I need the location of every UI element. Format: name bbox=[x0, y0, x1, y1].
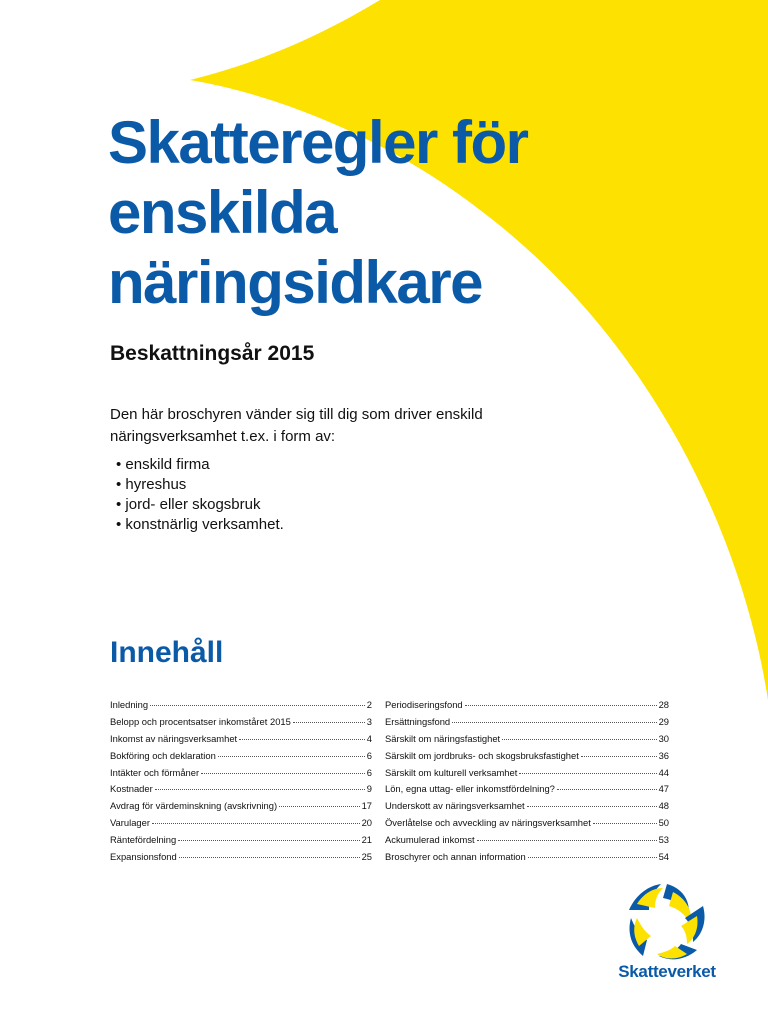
toc-page: 6 bbox=[366, 766, 372, 778]
toc-label: Broschyrer och annan information bbox=[385, 851, 526, 863]
toc-page: 48 bbox=[658, 800, 669, 812]
intro-paragraph: Den här broschyren vänder sig till dig som driver enskild näringsverksamhet t.ex. i form av: bbox=[110, 406, 483, 445]
toc-heading: Innehåll bbox=[110, 636, 224, 669]
toc-leader bbox=[178, 840, 359, 841]
toc-leader bbox=[293, 722, 365, 723]
toc-leader bbox=[155, 789, 365, 790]
list-item: • jord- eller skogsbruk bbox=[116, 495, 284, 515]
toc-row[interactable] bbox=[385, 834, 669, 851]
toc-right-column bbox=[385, 699, 669, 868]
toc-row[interactable] bbox=[110, 834, 372, 851]
toc-page: 20 bbox=[361, 817, 372, 829]
toc-page: 21 bbox=[361, 834, 372, 846]
toc-label: Särskilt om jordbruks- och skogsbruksfastighet bbox=[385, 749, 579, 761]
toc-page: 29 bbox=[658, 715, 669, 727]
toc-page: 17 bbox=[361, 800, 372, 812]
toc-row[interactable] bbox=[110, 783, 372, 800]
audience-list bbox=[116, 455, 284, 535]
toc-label: Expansionsfond bbox=[110, 851, 177, 863]
toc-page: 25 bbox=[361, 851, 372, 863]
toc-label: Lön, egna uttag- eller inkomstfördelning? bbox=[385, 783, 555, 795]
toc-leader bbox=[527, 806, 657, 807]
toc-label: Inledning bbox=[110, 699, 149, 710]
toc-page: 53 bbox=[658, 834, 669, 846]
toc-page: 54 bbox=[658, 851, 669, 863]
toc-leader bbox=[593, 823, 657, 824]
toc-label: Belopp och procentsatser inkomståret 2015 bbox=[110, 715, 291, 727]
toc-row[interactable] bbox=[110, 733, 372, 750]
toc-page: 30 bbox=[658, 732, 669, 744]
toc-label: Ersättningsfond bbox=[385, 715, 451, 727]
toc-row[interactable] bbox=[110, 817, 372, 834]
toc-page: 4 bbox=[366, 732, 372, 744]
title-line-2: enskilda bbox=[108, 179, 337, 246]
toc-label: Intäkter och förmåner bbox=[110, 766, 200, 778]
toc-leader bbox=[239, 739, 365, 740]
toc-row[interactable] bbox=[385, 733, 669, 750]
toc-page: 6 bbox=[366, 749, 372, 761]
toc-leader bbox=[279, 806, 359, 807]
toc-leader bbox=[150, 705, 365, 706]
toc-page: 2 bbox=[366, 699, 372, 710]
toc-leader bbox=[218, 756, 365, 757]
toc-leader bbox=[502, 739, 656, 740]
toc-leader bbox=[201, 773, 365, 774]
toc-leader bbox=[452, 722, 656, 723]
subtitle: Beskattningsår 2015 bbox=[110, 342, 315, 365]
toc-leader bbox=[528, 857, 657, 858]
toc-row[interactable] bbox=[385, 783, 669, 800]
toc-row[interactable] bbox=[385, 767, 669, 784]
toc-row[interactable] bbox=[385, 750, 669, 767]
title-line-3: näringsidkare bbox=[108, 249, 482, 316]
toc-row[interactable] bbox=[385, 817, 669, 834]
toc-row[interactable] bbox=[110, 851, 372, 868]
toc-row[interactable] bbox=[385, 800, 669, 817]
title-line-1: Skatteregler för bbox=[108, 109, 528, 176]
toc-leader bbox=[465, 705, 657, 706]
toc-leader bbox=[152, 823, 360, 824]
toc-page: 44 bbox=[658, 766, 669, 778]
toc-page: 9 bbox=[366, 783, 372, 795]
toc-row[interactable] bbox=[385, 699, 669, 716]
toc-label: Kostnader bbox=[110, 783, 153, 795]
toc-row[interactable] bbox=[110, 716, 372, 733]
toc-page: 47 bbox=[658, 783, 669, 795]
list-item: • konstnärlig verksamhet. bbox=[116, 515, 284, 535]
page-title bbox=[108, 108, 528, 318]
toc-label: Ackumulerad inkomst bbox=[385, 834, 475, 846]
toc-label: Underskott av näringsverksamhet bbox=[385, 800, 525, 812]
toc-page: 3 bbox=[366, 715, 372, 727]
toc-leader bbox=[477, 840, 657, 841]
toc-leader bbox=[557, 789, 657, 790]
toc-label: Inkomst av näringsverksamhet bbox=[110, 732, 238, 744]
toc-row[interactable] bbox=[110, 750, 372, 767]
toc-row[interactable] bbox=[385, 716, 669, 733]
toc-leader bbox=[581, 756, 657, 757]
toc-label: Räntefördelning bbox=[110, 834, 177, 846]
list-item: • enskild firma bbox=[116, 455, 284, 475]
toc-row[interactable] bbox=[110, 767, 372, 784]
toc-label: Särskilt om näringsfastighet bbox=[385, 732, 501, 744]
toc-page: 36 bbox=[658, 749, 669, 761]
toc-leader bbox=[179, 857, 360, 858]
toc-left-column bbox=[110, 699, 372, 868]
skatteverket-logo-text: Skatteverket bbox=[618, 962, 716, 981]
toc-row[interactable] bbox=[110, 699, 372, 716]
toc-row[interactable] bbox=[110, 800, 372, 817]
list-item: • hyreshus bbox=[116, 475, 284, 495]
toc-label: Särskilt om kulturell verksamhet bbox=[385, 766, 518, 778]
toc-label: Bokföring och deklaration bbox=[110, 749, 216, 761]
toc-label: Varulager bbox=[110, 817, 150, 829]
toc-label: Periodiseringsfond bbox=[385, 699, 463, 710]
toc-label: Överlåtelse och avveckling av näringsverksamhet bbox=[385, 817, 591, 829]
toc-row[interactable] bbox=[385, 851, 669, 868]
toc-page: 28 bbox=[658, 699, 669, 710]
toc-page: 50 bbox=[658, 817, 669, 829]
toc-leader bbox=[519, 773, 656, 774]
toc-label: Avdrag för värdeminskning (avskrivning) bbox=[110, 800, 278, 812]
